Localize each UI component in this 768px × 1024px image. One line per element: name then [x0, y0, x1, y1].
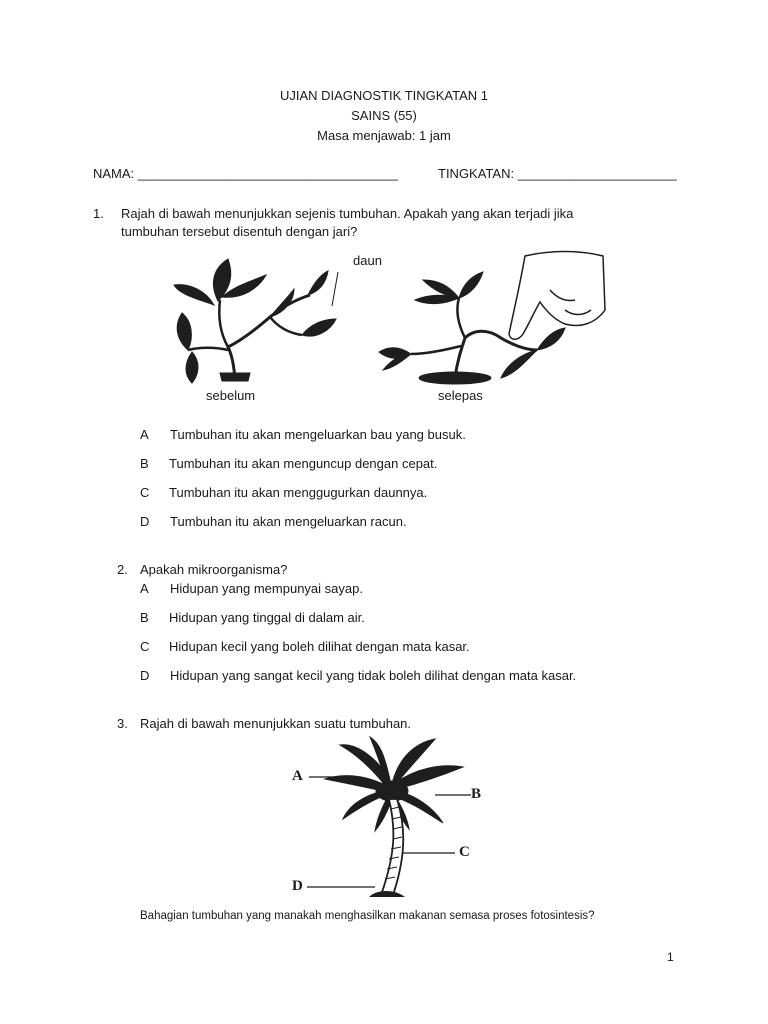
palm-label-c: C: [459, 844, 470, 860]
class-field: TINGKATAN: ______________________: [438, 166, 677, 181]
palm-tree-figure: [285, 735, 495, 905]
palm-label-a: A: [292, 768, 303, 784]
q2-text: Apakah mikroorganisma?: [140, 562, 288, 577]
q1-number: 1.: [93, 206, 104, 221]
fig-label-leaf: daun: [353, 253, 382, 268]
exam-title: UJIAN DIAGNOSTIK TINGKATAN 1: [279, 88, 489, 103]
plant-before-figure: [170, 255, 340, 385]
q3-number: 3.: [117, 716, 128, 731]
leaf-pointer-line: [330, 270, 340, 310]
q1-option-c-letter: C: [140, 485, 150, 500]
palm-label-d: D: [292, 878, 303, 894]
q1-text-line2: tumbuhan tersebut disentuh dengan jari?: [121, 224, 358, 239]
q2-option-d-letter: D: [140, 668, 150, 683]
fig-label-before: sebelum: [206, 388, 256, 403]
exam-duration: Masa menjawab: 1 jam: [317, 128, 451, 143]
q1-option-d-text: Tumbuhan itu akan mengeluarkan racun.: [170, 514, 407, 529]
q1-option-b-letter: B: [140, 456, 149, 471]
q1-option-b-text: Tumbuhan itu akan menguncup dengan cepat.: [169, 456, 438, 471]
q3-sub-question: Bahagian tumbuhan yang manakah menghasilkan makanan semasa proses fotosintesis?: [140, 910, 595, 922]
q1-option-a-text: Tumbuhan itu akan mengeluarkan bau yang busuk.: [170, 427, 466, 442]
name-field: NAMA: ____________________________________: [93, 166, 399, 181]
page-number: 1: [667, 950, 674, 964]
q2-option-d-text: Hidupan yang sangat kecil yang tidak boleh dilihat dengan mata kasar.: [170, 668, 577, 683]
q2-option-c-text: Hidupan kecil yang boleh dilihat dengan mata kasar.: [169, 639, 470, 654]
q1-option-a-letter: A: [140, 427, 149, 442]
palm-label-b: B: [471, 786, 482, 802]
q3-text: Rajah di bawah menunjukkan suatu tumbuhan.: [140, 716, 412, 731]
q2-number: 2.: [117, 562, 128, 577]
exam-subject: SAINS (55): [351, 108, 417, 123]
q2-option-a-letter: A: [140, 581, 149, 596]
fig-label-after: selepas: [438, 388, 483, 403]
q2-option-a-text: Hidupan yang mempunyai sayap.: [170, 581, 363, 596]
q2-option-c-letter: C: [140, 639, 150, 654]
q2-option-b-text: Hidupan yang tinggal di dalam air.: [169, 610, 365, 625]
plant-after-figure: [375, 250, 610, 385]
q1-option-c-text: Tumbuhan itu akan menggugurkan daunnya.: [169, 485, 428, 500]
q1-text-line1: Rajah di bawah menunjukkan sejenis tumbuhan. Apakah yang akan terjadi jika: [121, 206, 574, 221]
q1-option-d-letter: D: [140, 514, 150, 529]
q2-option-b-letter: B: [140, 610, 149, 625]
